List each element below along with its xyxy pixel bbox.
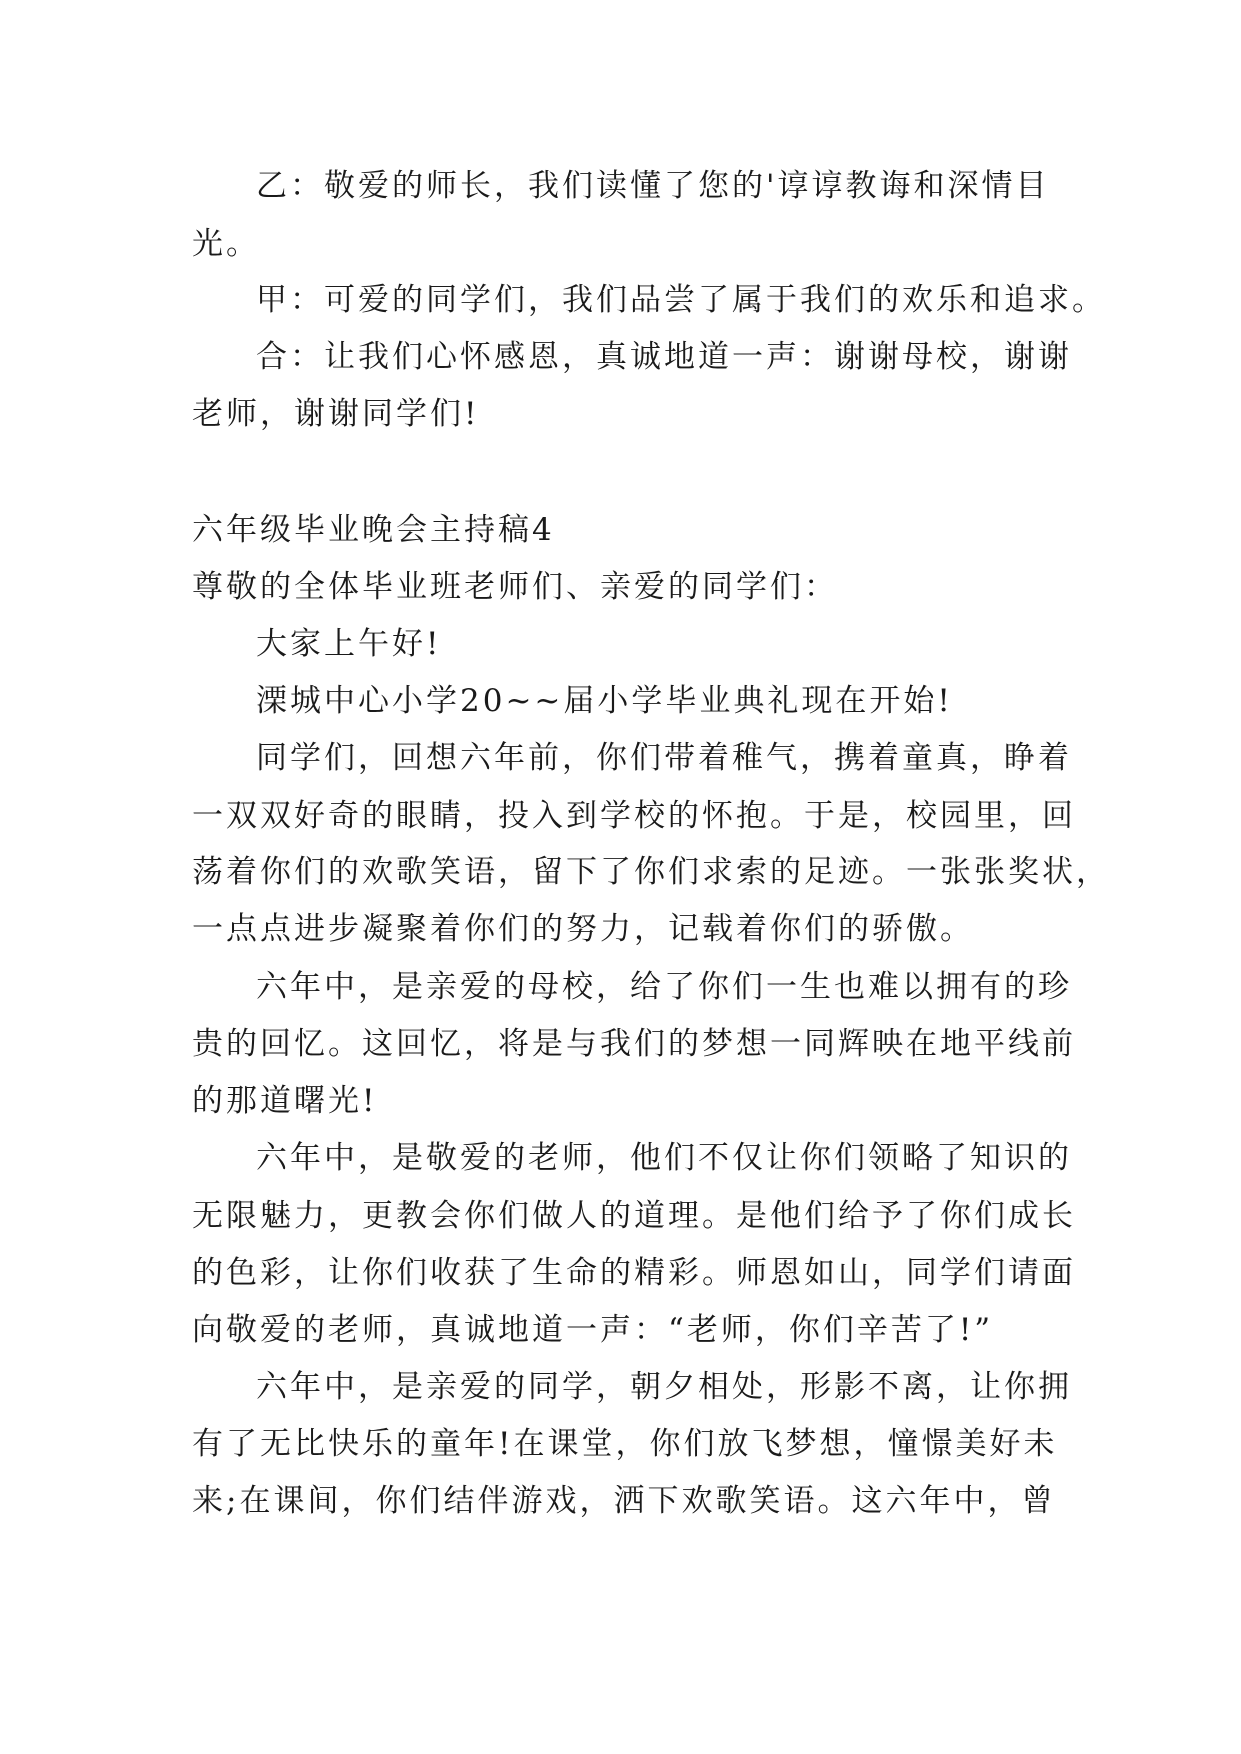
text-line: 来;在课间，你们结伴游戏，洒下欢歌笑语。这六年中，曾 <box>192 1483 1056 1519</box>
text-line: 有了无比快乐的童年!在课堂，你们放飞梦想，憧憬美好未 <box>192 1426 1058 1462</box>
text-line: 无限魅力，更教会你们做人的道理。是他们给予了你们成长 <box>192 1198 1076 1234</box>
text-line: 的那道曙光! <box>192 1083 378 1119</box>
text-line: 六年中，是亲爱的母校，给了你们一生也难以拥有的珍 <box>256 969 1072 1005</box>
text-line: 尊敬的全体毕业班老师们、亲爱的同学们： <box>192 569 838 605</box>
text-line: 一双双好奇的眼睛，投入到学校的怀抱。于是，校园里，回 <box>192 798 1076 834</box>
text-line: 的色彩，让你们收获了生命的精彩。师恩如山，同学们请面 <box>192 1255 1076 1291</box>
text-line: 光。 <box>192 226 260 262</box>
text-line: 溧城中心小学20~~届小学毕业典礼现在开始! <box>256 683 953 719</box>
text-line: 老师，谢谢同学们! <box>192 396 480 432</box>
text-line: 合：让我们心怀感恩，真诚地道一声：谢谢母校，谢谢 <box>256 339 1072 375</box>
text-line: 甲：可爱的同学们，我们品尝了属于我们的欢乐和追求。 <box>256 282 1106 318</box>
text-line: 一点点进步凝聚着你们的努力，记载着你们的骄傲。 <box>192 911 974 947</box>
text-line: 荡着你们的欢歌笑语，留下了你们求索的足迹。一张张奖状， <box>192 854 1110 890</box>
text-line: 乙：敬爱的师长，我们读懂了您的'谆谆教诲和深情目 <box>256 168 1050 204</box>
text-line: 贵的回忆。这回忆，将是与我们的梦想一同辉映在地平线前 <box>192 1026 1076 1062</box>
text-line: 同学们，回想六年前，你们带着稚气，携着童真，睁着 <box>256 740 1072 776</box>
text-line: 大家上午好! <box>256 626 442 662</box>
text-line: 向敬爱的老师，真诚地道一声：“老师，你们辛苦了!” <box>192 1312 994 1348</box>
text-line: 六年中，是敬爱的老师，他们不仅让你们领略了知识的 <box>256 1140 1072 1176</box>
text-line: 六年中，是亲爱的同学，朝夕相处，形影不离，让你拥 <box>256 1369 1072 1405</box>
section-heading: 六年级毕业晚会主持稿4 <box>192 512 555 548</box>
